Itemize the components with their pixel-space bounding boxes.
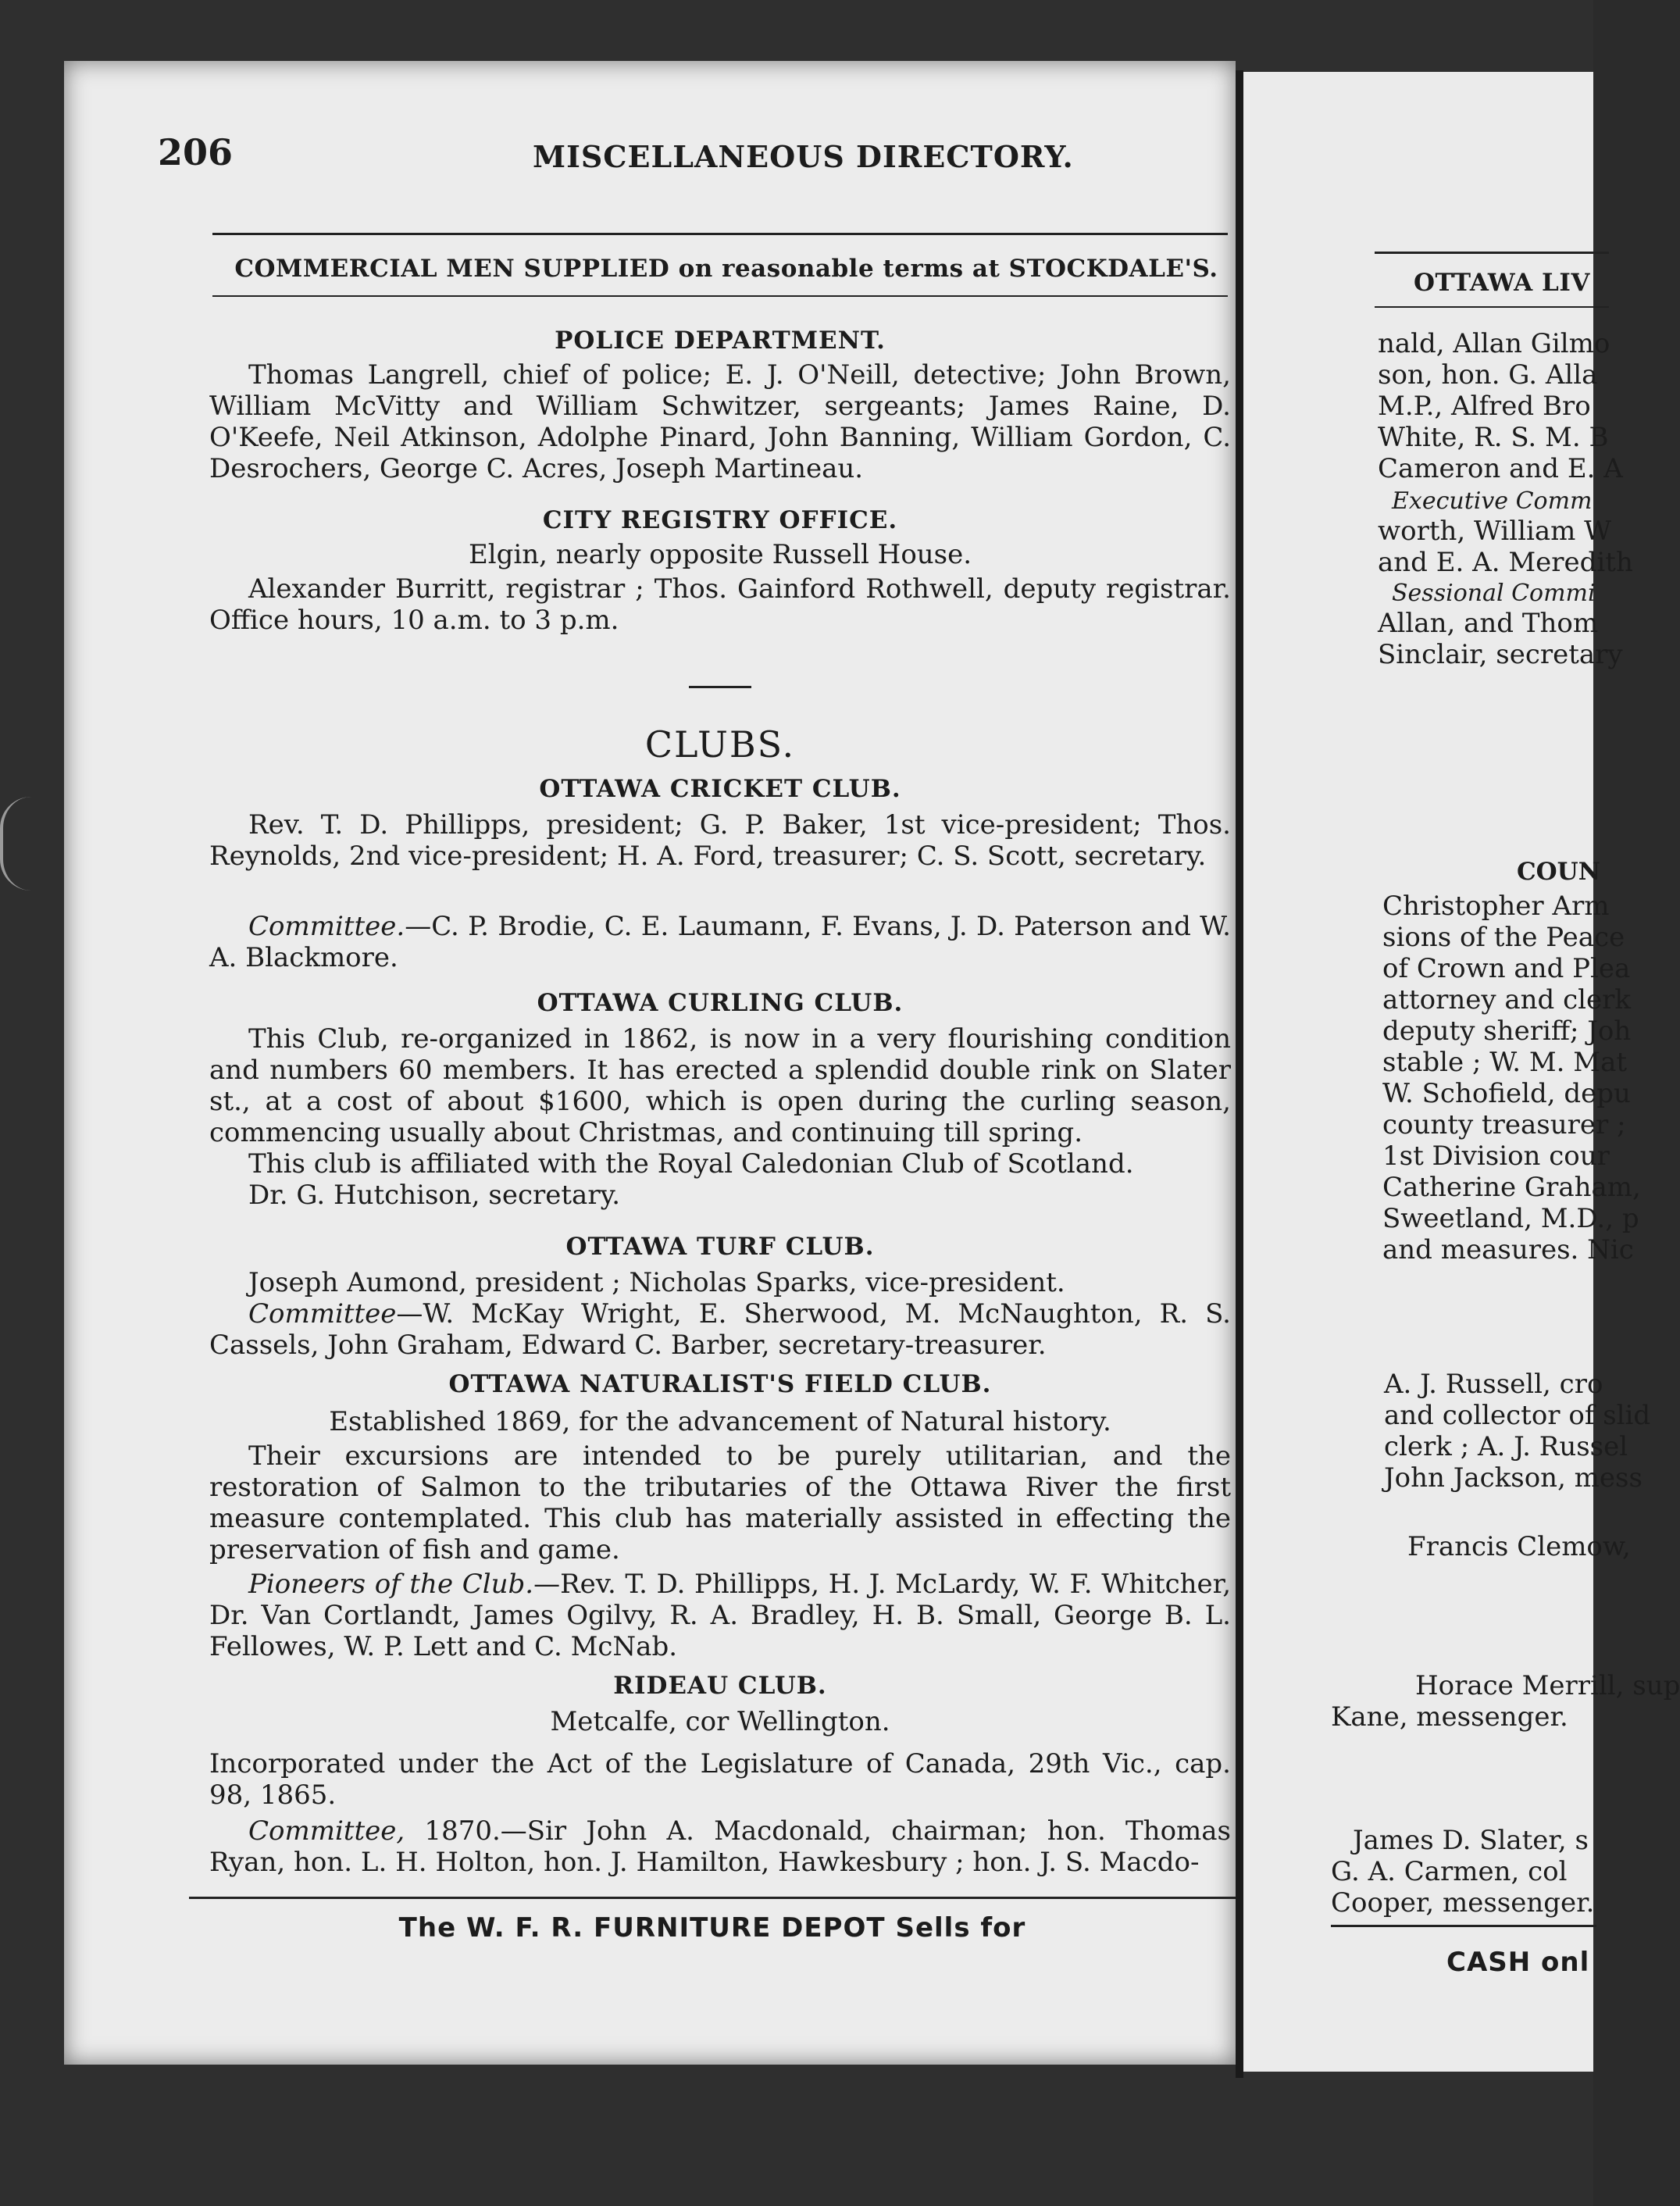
right-head-rule — [1375, 306, 1609, 308]
left-page — [64, 61, 1236, 2065]
coun-line-2: sions of the Peace — [1382, 922, 1625, 953]
header-rule — [212, 233, 1228, 235]
right-page — [1243, 72, 1680, 2072]
naturalist-heading: OTTAWA NATURALIST'S FIELD CLUB. — [448, 1370, 992, 1398]
coun-line-10: Catherine Graham, — [1382, 1172, 1641, 1203]
right-footer-rule — [1331, 1925, 1596, 1927]
book-gutter — [1236, 70, 1243, 2078]
coun-line-6: stable ; W. M. Mat — [1382, 1047, 1628, 1078]
cricket-body: Rev. T. D. Phillipps, president; G. P. Baker, 1st vice-president; Thos. Reynolds, 2nd vice-president; H. A. Ford, treasurer; C. S. Scott, secretary. — [209, 809, 1231, 872]
exec-line-2: and E. A. Meredith — [1378, 547, 1633, 578]
section-divider — [689, 686, 751, 688]
right-line-2: son, hon. G. Alla — [1378, 359, 1598, 391]
slater-line-1: James D. Slater, s — [1353, 1825, 1589, 1856]
sessional-line-1: Allan, and Thom — [1378, 608, 1599, 639]
curling-secretary: Dr. G. Hutchison, secretary. — [248, 1180, 621, 1211]
rideau-committee-names: 1870.—Sir John A. Macdonald, chairman; hon. Thomas Ryan, hon. L. H. Holton, hon. J. Hamilton, Hawkesbury ; hon. J. S. Macdo- — [209, 1815, 1231, 1878]
coun-line-12: and measures. Nic — [1382, 1234, 1634, 1265]
exec-label: Executive Comm — [1392, 487, 1593, 515]
registry-address: Elgin, nearly opposite Russell House. — [468, 539, 972, 570]
running-head: MISCELLANEOUS DIRECTORY. — [533, 139, 1074, 174]
registry-body: Alexander Burritt, registrar ; Thos. Gainford Rothwell, deputy registrar. Office hours, 10 a.m. to 3 p.m. — [209, 573, 1231, 636]
cricket-heading: OTTAWA CRICKET CLUB. — [539, 775, 901, 803]
right-line-4: White, R. S. M. B — [1378, 422, 1609, 453]
rideau-heading: RIDEAU CLUB. — [613, 1672, 827, 1700]
naturalist-established: Established 1869, for the advancement of Natural history. — [329, 1406, 1111, 1437]
margin-mark — [0, 797, 42, 891]
clemow-line: Francis Clemow, — [1407, 1531, 1631, 1562]
coun-line-4: attorney and clerk — [1382, 984, 1631, 1016]
russell-line-2: and collector of slid — [1384, 1400, 1651, 1431]
naturalist-pioneers-label: Pioneers of the Club. — [248, 1569, 534, 1600]
slater-line-2: G. A. Carmen, col — [1331, 1856, 1568, 1887]
exec-line-1: worth, William W — [1378, 516, 1612, 547]
police-heading: POLICE DEPARTMENT. — [555, 327, 886, 355]
turf-committee-label: Committee — [248, 1298, 397, 1330]
right-running-head: OTTAWA LIV — [1414, 269, 1590, 297]
curling-heading: OTTAWA CURLING CLUB. — [537, 989, 904, 1017]
naturalist-body: Their excursions are intended to be purely utilitarian, and the restoration of Salmon to the tributaries of the Ottawa River the first measure contemplated. This club has materially assisted in effecting the preservation of fish and game. — [209, 1440, 1231, 1565]
naturalist-pioneers — [209, 1569, 1231, 1662]
coun-line-8: county treasurer ; — [1382, 1109, 1626, 1140]
footer-rule — [189, 1897, 1236, 1899]
rideau-incorporated: Incorporated under the Act of the Legislature of Canada, 29th Vic., cap. 98, 1865. — [209, 1748, 1231, 1811]
coun-line-1: Christopher Arm — [1382, 891, 1610, 922]
bottom-advertisement: The W. F. R. FURNITURE DEPOT Sells for — [398, 1912, 1026, 1944]
curling-affiliation: This club is affiliated with the Royal Caledonian Club of Scotland. — [248, 1148, 1134, 1180]
curling-body: This Club, re-organized in 1862, is now in a very flourishing condition and numbers 60 members. It has erected a splendid double rink on Slater st., at a cost of about $1600, which is open during the curling season, commencing usually about Christmas, and continuing till spring. — [209, 1023, 1231, 1148]
sessional-label: Sessional Commi — [1392, 580, 1596, 607]
naturalist-pioneers-names: —Rev. T. D. Phillipps, H. J. McLardy, W. F. Whitcher, Dr. Van Cortlandt, James Ogilvy, R. A. Bradley, H. B. Small, George B. L. Fellowes, W. P. Lett and C. McNab. — [209, 1569, 1232, 1662]
turf-committee-names: —W. McKay Wright, E. Sherwood, M. McNaughton, R. S. Cassels, John Graham, Edward C. Barber, secretary-treasurer. — [209, 1298, 1231, 1361]
right-line-1: nald, Allan Gilmo — [1378, 328, 1610, 359]
rideau-address: Metcalfe, cor Wellington. — [550, 1706, 890, 1737]
registry-heading: CITY REGISTRY OFFICE. — [542, 506, 898, 534]
turf-heading: OTTAWA TURF CLUB. — [565, 1233, 875, 1261]
slater-line-3: Cooper, messenger. — [1331, 1887, 1595, 1919]
cricket-committee — [209, 911, 1231, 973]
russell-line-4: John Jackson, mess — [1384, 1462, 1643, 1494]
coun-line-11: Sweetland, M.D., p — [1382, 1203, 1639, 1234]
clubs-title: CLUBS. — [644, 723, 796, 766]
right-bottom-advertisement: CASH onl — [1446, 1947, 1590, 1978]
cricket-committee-label: Committee. — [248, 911, 405, 942]
russell-line-3: clerk ; A. J. Russel — [1384, 1431, 1628, 1462]
russell-line-1: A. J. Russell, cro — [1384, 1369, 1603, 1400]
ad-rule — [212, 295, 1228, 297]
right-line-5: Cameron and E. A — [1378, 453, 1623, 484]
turf-officers: Joseph Aumond, president ; Nicholas Sparks, vice-president. — [248, 1267, 1065, 1298]
coun-heading: COUN — [1517, 858, 1601, 886]
turf-committee — [209, 1298, 1231, 1361]
police-body: Thomas Langrell, chief of police; E. J. O'Neill, detective; John Brown, William McVitty and William Schwitzer, sergeants; James Raine, D. O'Keefe, Neil Atkinson, Adolphe Pinard, John Banning, William Gordon, C. Desrochers, George C. Acres, Joseph Martineau. — [209, 359, 1231, 484]
page-number: 206 — [158, 131, 234, 173]
top-advertisement: COMMERCIAL MEN SUPPLIED on reasonable terms at STOCKDALE'S. — [234, 255, 1218, 283]
right-header-rule — [1375, 252, 1609, 254]
merrill-line-1: Horace Merrill, sup — [1415, 1670, 1680, 1701]
rideau-committee-label: Committee, — [248, 1815, 405, 1847]
cricket-committee-names: —C. P. Brodie, C. E. Laumann, F. Evans, J. D. Paterson and W. A. Blackmore. — [209, 911, 1231, 973]
coun-line-3: of Crown and Plea — [1382, 953, 1631, 984]
merrill-line-2: Kane, messenger. — [1331, 1701, 1568, 1733]
coun-line-7: W. Schofield, depu — [1382, 1078, 1631, 1109]
right-line-3: M.P., Alfred Bro — [1378, 391, 1591, 422]
rideau-committee — [209, 1815, 1231, 1878]
coun-line-5: deputy sheriff; Joh — [1382, 1016, 1632, 1047]
sessional-line-2: Sinclair, secretary — [1378, 639, 1623, 670]
coun-line-9: 1st Division cour — [1382, 1140, 1610, 1172]
